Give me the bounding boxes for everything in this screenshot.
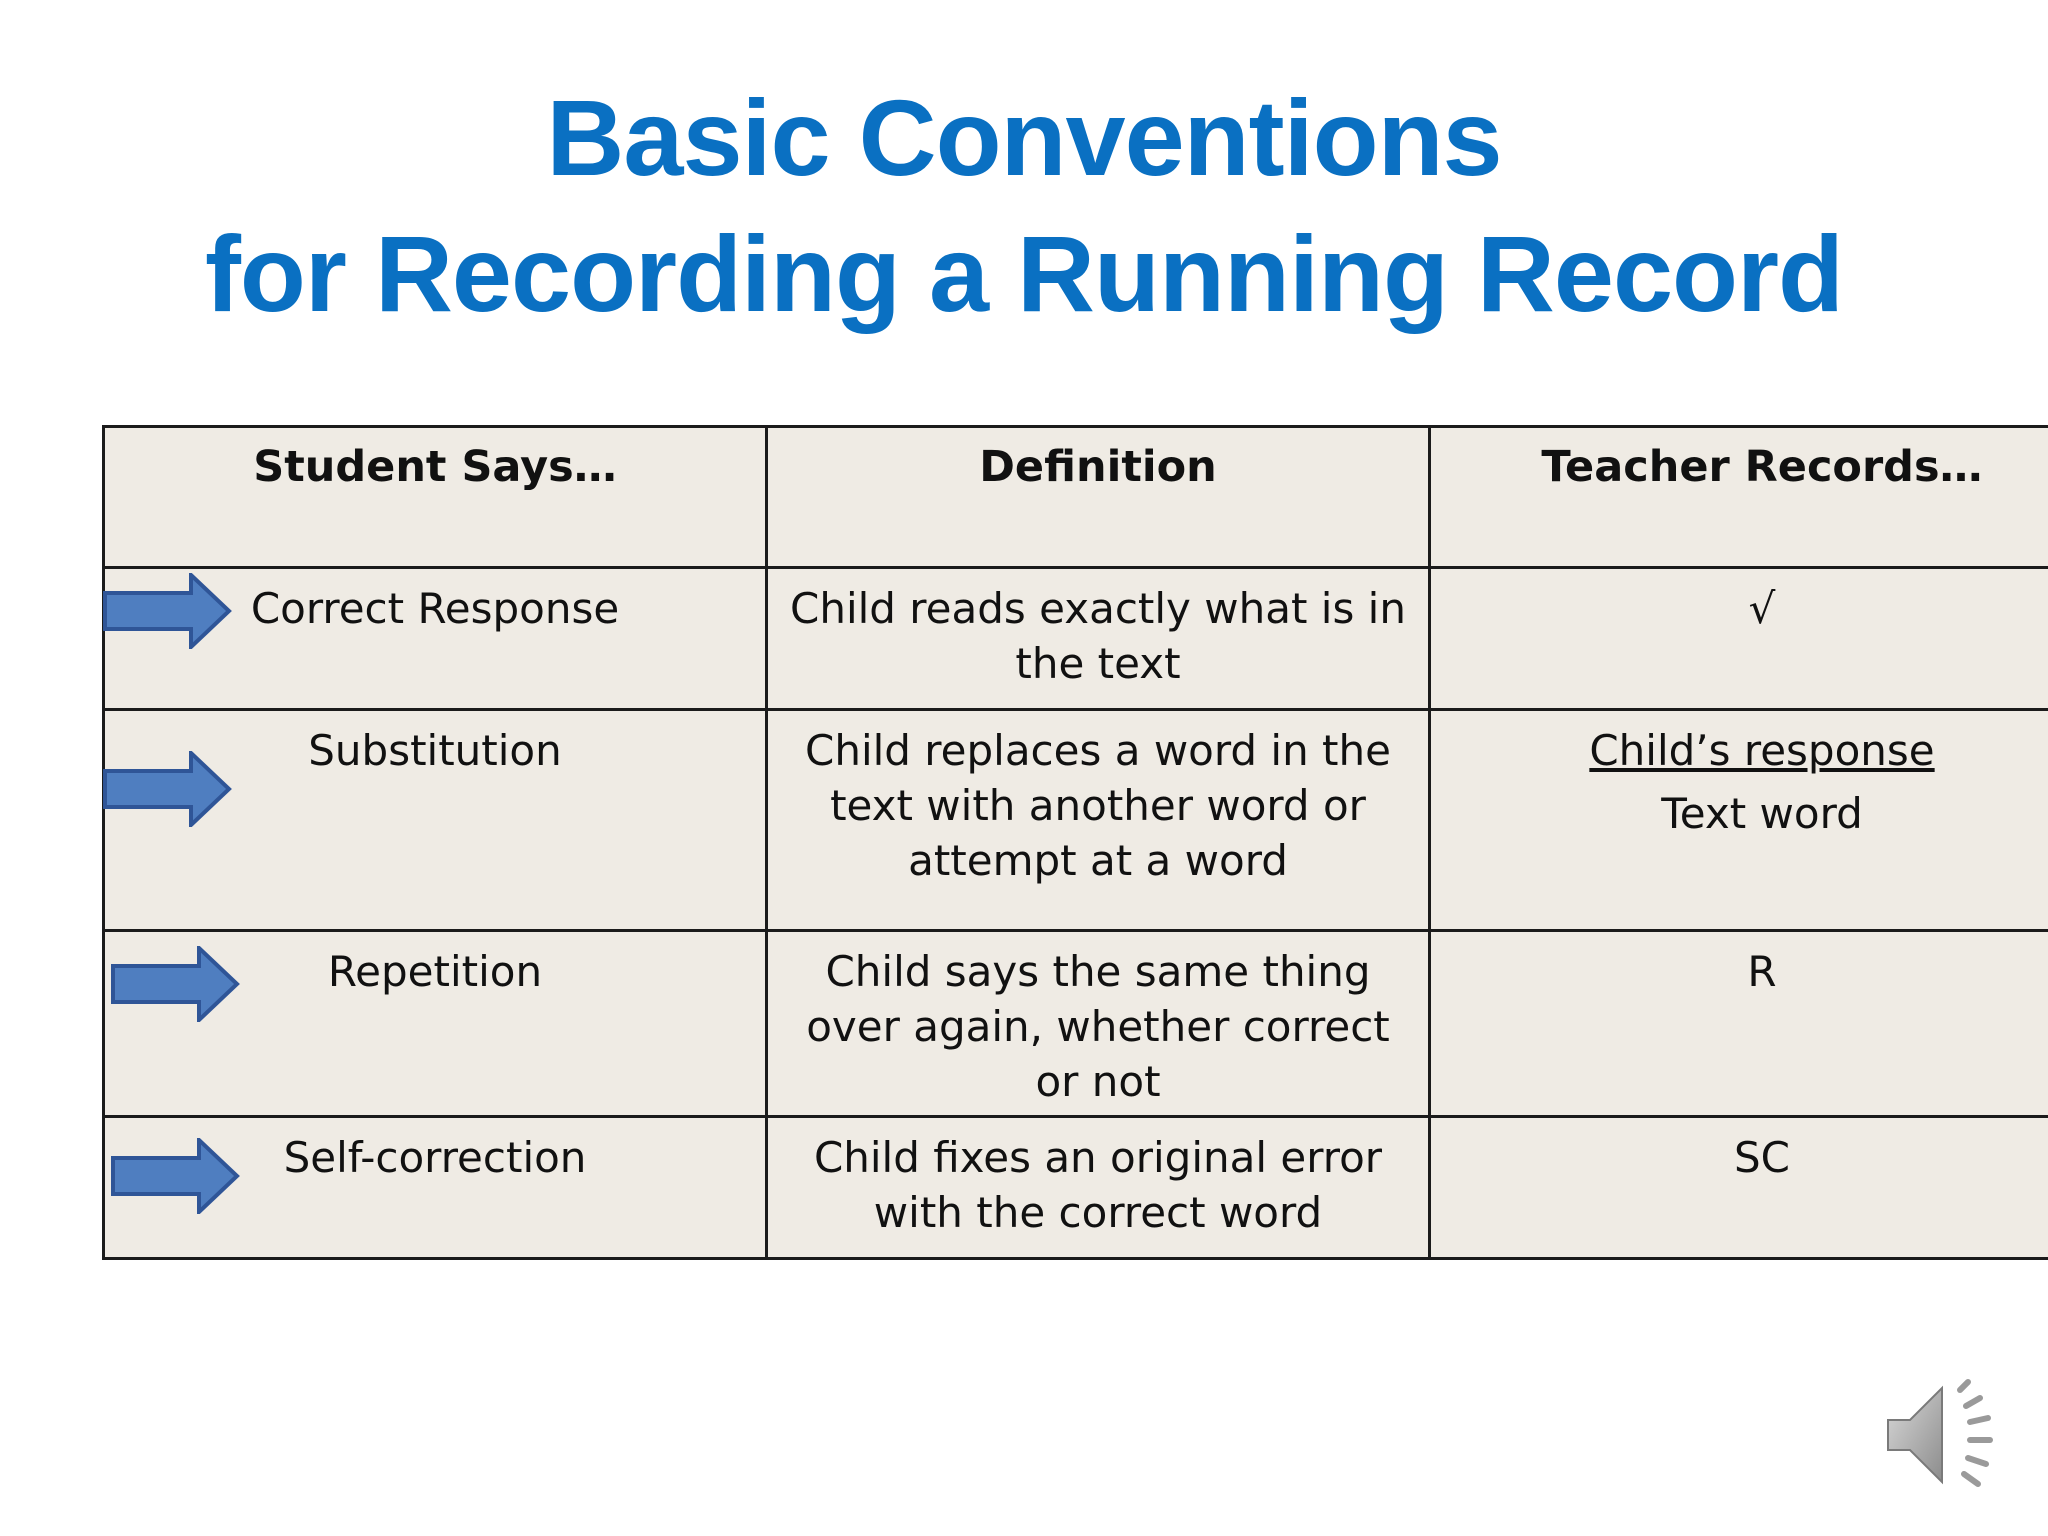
title-line-1: Basic Conventions — [546, 77, 1502, 198]
teacher-records-cell — [1430, 710, 2048, 931]
right-arrow-icon — [103, 573, 233, 649]
record-self-correction-mark: SC — [1734, 1133, 1790, 1182]
conventions-table — [102, 425, 2048, 1260]
record-text-word: Text word — [1661, 789, 1863, 838]
definition-cell: Child replaces a word in the text with another word or attempt at a word — [767, 710, 1430, 931]
student-says-cell — [104, 931, 767, 1117]
record-repetition-mark: R — [1747, 947, 1777, 996]
right-arrow-icon — [111, 1138, 241, 1214]
definition-cell: Child fixes an original error with the correct word — [767, 1117, 1430, 1259]
table-row — [104, 568, 2048, 710]
teacher-records-cell — [1430, 1117, 2048, 1259]
teacher-records-cell — [1430, 931, 2048, 1117]
right-arrow-icon — [111, 946, 241, 1022]
student-says-cell — [104, 710, 767, 931]
slide-title — [0, 70, 2048, 342]
student-says-label: Correct Response — [250, 584, 620, 633]
table-row — [104, 1117, 2048, 1259]
student-says-cell — [104, 1117, 767, 1259]
definition-cell: Child reads exactly what is in the text — [767, 568, 1430, 710]
teacher-records-cell — [1430, 568, 2048, 710]
header-teacher-records: Teacher Records… — [1430, 427, 2048, 568]
table-row — [104, 710, 2048, 931]
speaker-icon[interactable] — [1880, 1370, 2010, 1500]
header-definition: Definition — [767, 427, 1430, 568]
record-mark: √ — [1748, 584, 1776, 633]
conventions-table-wrapper — [102, 425, 1983, 1260]
student-says-label: Substitution — [308, 726, 562, 775]
table-header-row — [104, 427, 2048, 568]
definition-cell: Child says the same thing over again, whether correct or not — [767, 931, 1430, 1117]
right-arrow-icon — [103, 751, 233, 827]
table-row — [104, 931, 2048, 1117]
record-childs-response: Child’s response — [1589, 726, 1935, 775]
title-line-2: for Recording a Running Record — [204, 213, 1844, 334]
student-says-cell — [104, 568, 767, 710]
header-student-says: Student Says… — [104, 427, 767, 568]
student-says-label: Self-correction — [283, 1133, 587, 1182]
student-says-label: Repetition — [327, 947, 543, 996]
